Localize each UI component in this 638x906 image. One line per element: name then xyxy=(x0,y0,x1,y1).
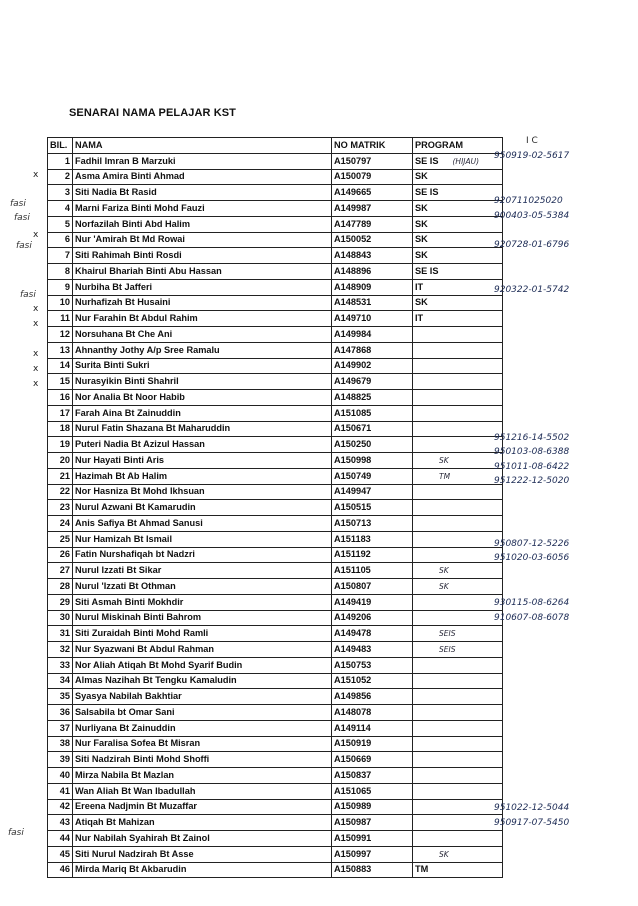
row-name: Norsuhana Bt Che Ani xyxy=(73,327,332,343)
row-program xyxy=(413,720,503,736)
row-program xyxy=(413,295,503,311)
row-program xyxy=(413,421,503,437)
row-matrik: A149679 xyxy=(332,374,413,390)
x-mark-15: x xyxy=(33,364,39,374)
table-row xyxy=(48,610,503,626)
row-matrik: A150997 xyxy=(332,846,413,862)
row-matrik: A149902 xyxy=(332,358,413,374)
ic-note-46: 950917-07-5450 xyxy=(494,818,570,828)
table-row xyxy=(48,720,503,736)
row-name: Wan Aliah Bt Wan Ibadullah xyxy=(73,783,332,799)
row-bil: 37 xyxy=(48,720,73,736)
row-name: Nor Analia Bt Noor Habib xyxy=(73,390,332,406)
row-program xyxy=(413,657,503,673)
header-matrik: NO MATRIK xyxy=(332,138,413,154)
row-matrik: A149856 xyxy=(332,689,413,705)
ic-note-23: 951222-12-5020 xyxy=(494,476,570,486)
row-matrik: A149710 xyxy=(332,311,413,327)
row-name: Siti Asmah Binti Mokhdir xyxy=(73,594,332,610)
x-mark-12: x xyxy=(33,319,39,329)
row-matrik: A150669 xyxy=(332,752,413,768)
fasi-mark-3: fasi xyxy=(16,241,32,251)
row-name: Fatin Nurshafiqah bt Nadzri xyxy=(73,547,332,563)
table-row xyxy=(48,862,503,878)
fasi-mark-1: fasi xyxy=(10,199,26,209)
row-matrik: A150987 xyxy=(332,815,413,831)
table-row xyxy=(48,169,503,185)
table-row xyxy=(48,390,503,406)
table-row xyxy=(48,768,503,784)
row-program xyxy=(413,783,503,799)
row-bil: 20 xyxy=(48,453,73,469)
table-row xyxy=(48,500,503,516)
row-bil: 14 xyxy=(48,358,73,374)
table-row xyxy=(48,657,503,673)
row-name: Nurul 'Izzati Bt Othman xyxy=(73,579,332,595)
row-name: Nur Hamizah Bt Ismail xyxy=(73,531,332,547)
row-program-text: SK xyxy=(415,218,428,229)
row-name: Siti Rahimah Binti Rosdi xyxy=(73,248,332,264)
row-matrik: A149114 xyxy=(332,720,413,736)
row-matrik: A150753 xyxy=(332,657,413,673)
row-bil: 12 xyxy=(48,327,73,343)
row-program xyxy=(413,815,503,831)
row-name: Nur Nabilah Syahirah Bt Zainol xyxy=(73,831,332,847)
row-name: Atiqah Bt Mahizan xyxy=(73,815,332,831)
row-program xyxy=(413,390,503,406)
row-name: Siti Nadia Bt Rasid xyxy=(73,185,332,201)
row-matrik: A149206 xyxy=(332,610,413,626)
table-row xyxy=(48,358,503,374)
ic-note-32: 910607-08-6078 xyxy=(494,613,570,623)
row-program xyxy=(413,516,503,532)
x-mark-6: x xyxy=(33,230,39,240)
table-row xyxy=(48,783,503,799)
x-mark-16: x xyxy=(33,379,39,389)
table-row xyxy=(48,468,503,484)
row-matrik: A150919 xyxy=(332,736,413,752)
table-row xyxy=(48,484,503,500)
row-name: Almas Nazihah Bt Tengku Kamaludin xyxy=(73,673,332,689)
row-name: Nur Farahin Bt Abdul Rahim xyxy=(73,311,332,327)
row-bil: 33 xyxy=(48,657,73,673)
table-row xyxy=(48,831,503,847)
row-program xyxy=(413,846,503,862)
row-matrik: A149947 xyxy=(332,484,413,500)
row-matrik: A150989 xyxy=(332,799,413,815)
row-program xyxy=(413,547,503,563)
row-program xyxy=(413,642,503,658)
row-matrik: A148825 xyxy=(332,390,413,406)
table-row xyxy=(48,185,503,201)
row-bil: 25 xyxy=(48,531,73,547)
row-matrik: A150671 xyxy=(332,421,413,437)
row-name: Nur Syazwani Bt Abdul Rahman xyxy=(73,642,332,658)
row-bil: 10 xyxy=(48,295,73,311)
table-row xyxy=(48,815,503,831)
ic-note-5: 900403-05-5384 xyxy=(494,211,570,221)
row-matrik: A150079 xyxy=(332,169,413,185)
row-program-text: SE IS xyxy=(415,155,439,166)
row-program-note: (HIJAU) xyxy=(452,156,480,166)
header-nama: NAMA xyxy=(73,138,332,154)
row-name: Puteri Nadia Bt Azizul Hassan xyxy=(73,437,332,453)
row-bil: 5 xyxy=(48,216,73,232)
row-name: Nur Hayati Binti Aris xyxy=(73,453,332,469)
table-row xyxy=(48,295,503,311)
row-name: Farah Aina Bt Zainuddin xyxy=(73,405,332,421)
table-row xyxy=(48,531,503,547)
table-row xyxy=(48,437,503,453)
table-row xyxy=(48,421,503,437)
row-name: Marni Fariza Binti Mohd Fauzi xyxy=(73,201,332,217)
table-row xyxy=(48,153,503,169)
row-matrik: A149478 xyxy=(332,626,413,642)
row-bil: 9 xyxy=(48,279,73,295)
row-program xyxy=(413,705,503,721)
row-bil: 1 xyxy=(48,153,73,169)
row-bil: 23 xyxy=(48,500,73,516)
row-program xyxy=(413,736,503,752)
row-program-text: TM xyxy=(415,864,429,875)
row-bil: 27 xyxy=(48,563,73,579)
row-bil: 31 xyxy=(48,626,73,642)
table-row xyxy=(48,374,503,390)
row-program-note: TM xyxy=(439,471,451,481)
table-row xyxy=(48,516,503,532)
row-program-note: SK xyxy=(439,581,449,591)
row-matrik: A149419 xyxy=(332,594,413,610)
row-program xyxy=(413,673,503,689)
row-bil: 15 xyxy=(48,374,73,390)
row-bil: 35 xyxy=(48,689,73,705)
row-program-text: IT xyxy=(415,313,424,324)
row-name: Syasya Nabilah Bakhtiar xyxy=(73,689,332,705)
row-bil: 30 xyxy=(48,610,73,626)
row-name: Surita Binti Sukri xyxy=(73,358,332,374)
row-program xyxy=(413,752,503,768)
row-name: Nor Aliah Atiqah Bt Mohd Syarif Budin xyxy=(73,657,332,673)
row-bil: 36 xyxy=(48,705,73,721)
row-matrik: A150807 xyxy=(332,579,413,595)
table-row xyxy=(48,563,503,579)
table-row xyxy=(48,248,503,264)
row-program-note: SK xyxy=(439,566,449,576)
table-row xyxy=(48,311,503,327)
ic-note-27: 950807-12-5226 xyxy=(494,539,570,549)
table-row xyxy=(48,846,503,862)
table-row xyxy=(48,752,503,768)
ic-note-45: 951022-12-5044 xyxy=(494,803,570,813)
row-program xyxy=(413,453,503,469)
row-matrik: A150749 xyxy=(332,468,413,484)
row-bil: 44 xyxy=(48,831,73,847)
row-bil: 16 xyxy=(48,390,73,406)
row-program xyxy=(413,468,503,484)
row-matrik: A150991 xyxy=(332,831,413,847)
row-bil: 45 xyxy=(48,846,73,862)
row-matrik: A150515 xyxy=(332,500,413,516)
row-bil: 18 xyxy=(48,421,73,437)
row-name: Siti Zuraidah Binti Mohd Ramli xyxy=(73,626,332,642)
ic-note-28: 951020-03-6056 xyxy=(494,553,570,563)
row-name: Siti Nurul Nadzirah Bt Asse xyxy=(73,846,332,862)
row-bil: 21 xyxy=(48,468,73,484)
table-row xyxy=(48,201,503,217)
row-matrik: A151105 xyxy=(332,563,413,579)
ic-note-4: 920711025020 xyxy=(494,196,563,206)
row-matrik: A151065 xyxy=(332,783,413,799)
row-program xyxy=(413,531,503,547)
table-row xyxy=(48,453,503,469)
row-name: Khairul Bhariah Binti Abu Hassan xyxy=(73,264,332,280)
row-bil: 41 xyxy=(48,783,73,799)
row-program-text: SK xyxy=(415,171,428,182)
row-program-note: SEIS xyxy=(439,644,456,654)
row-program xyxy=(413,279,503,295)
row-name: Nurul Izzati Bt Sikar xyxy=(73,563,332,579)
row-program-text: SK xyxy=(415,234,428,245)
row-name: Mirza Nabila Bt Mazlan xyxy=(73,768,332,784)
table-row xyxy=(48,216,503,232)
row-matrik: A151192 xyxy=(332,547,413,563)
row-program xyxy=(413,831,503,847)
row-bil: 46 xyxy=(48,862,73,878)
table-row xyxy=(48,705,503,721)
row-bil: 4 xyxy=(48,201,73,217)
row-bil: 40 xyxy=(48,768,73,784)
row-program-text: SE IS xyxy=(415,265,439,276)
row-matrik: A151052 xyxy=(332,673,413,689)
row-name: Salsabila bt Omar Sani xyxy=(73,705,332,721)
row-program-note: SK xyxy=(439,455,449,465)
row-program xyxy=(413,405,503,421)
row-bil: 38 xyxy=(48,736,73,752)
table-row xyxy=(48,736,503,752)
row-matrik: A150052 xyxy=(332,232,413,248)
table-row xyxy=(48,232,503,248)
fasi-mark-5: fasi xyxy=(8,828,24,838)
row-matrik: A148909 xyxy=(332,279,413,295)
row-program xyxy=(413,327,503,343)
student-table xyxy=(47,137,503,878)
ic-note-7: 920728-01-6796 xyxy=(494,240,570,250)
ic-note-21: 950103-08-6388 xyxy=(494,447,570,457)
row-program xyxy=(413,374,503,390)
row-name: Nor Hasniza Bt Mohd Ikhsuan xyxy=(73,484,332,500)
x-mark-2: x xyxy=(33,170,39,180)
row-program xyxy=(413,563,503,579)
row-program xyxy=(413,216,503,232)
row-bil: 26 xyxy=(48,547,73,563)
row-name: Nurul Fatin Shazana Bt Maharuddin xyxy=(73,421,332,437)
row-program xyxy=(413,610,503,626)
row-name: Norfazilah Binti Abd Halim xyxy=(73,216,332,232)
table-row xyxy=(48,405,503,421)
table-row xyxy=(48,279,503,295)
row-program-note: SK xyxy=(439,849,449,859)
row-matrik: A150998 xyxy=(332,453,413,469)
row-bil: 22 xyxy=(48,484,73,500)
row-matrik: A151183 xyxy=(332,531,413,547)
row-bil: 7 xyxy=(48,248,73,264)
row-program xyxy=(413,500,503,516)
row-bil: 34 xyxy=(48,673,73,689)
row-matrik: A148843 xyxy=(332,248,413,264)
ic-note-31: 930115-08-6264 xyxy=(494,598,570,608)
table-row xyxy=(48,689,503,705)
row-bil: 29 xyxy=(48,594,73,610)
row-name: Nurliyana Bt Zainuddin xyxy=(73,720,332,736)
row-program xyxy=(413,768,503,784)
row-matrik: A147789 xyxy=(332,216,413,232)
row-bil: 13 xyxy=(48,342,73,358)
row-matrik: A150883 xyxy=(332,862,413,878)
row-matrik: A149665 xyxy=(332,185,413,201)
row-bil: 17 xyxy=(48,405,73,421)
row-name: Nur Faralisa Sofea Bt Misran xyxy=(73,736,332,752)
row-program xyxy=(413,862,503,878)
row-bil: 39 xyxy=(48,752,73,768)
row-bil: 43 xyxy=(48,815,73,831)
fasi-mark-2: fasi xyxy=(14,213,30,223)
row-matrik: A150797 xyxy=(332,153,413,169)
fasi-mark-4: fasi xyxy=(20,290,36,300)
row-program xyxy=(413,185,503,201)
row-matrik: A150837 xyxy=(332,768,413,784)
row-bil: 19 xyxy=(48,437,73,453)
ic-note-22: 951011-08-6422 xyxy=(494,462,570,472)
row-name: Asma Amira Binti Ahmad xyxy=(73,169,332,185)
row-program xyxy=(413,484,503,500)
row-program-note: SEIS xyxy=(439,629,456,639)
row-bil: 42 xyxy=(48,799,73,815)
row-program xyxy=(413,342,503,358)
row-program-text: IT xyxy=(415,281,424,292)
row-program xyxy=(413,594,503,610)
row-name: Nurul Miskinah Binti Bahrom xyxy=(73,610,332,626)
ic-note-10: 920322-01-5742 xyxy=(494,285,570,295)
ic-label: I C xyxy=(526,136,538,146)
table-row xyxy=(48,799,503,815)
header-bil: BIL. xyxy=(48,138,73,154)
table-row xyxy=(48,594,503,610)
row-program xyxy=(413,169,503,185)
row-bil: 32 xyxy=(48,642,73,658)
row-program xyxy=(413,248,503,264)
row-matrik: A148078 xyxy=(332,705,413,721)
row-program xyxy=(413,799,503,815)
row-program-text: SK xyxy=(415,297,428,308)
row-name: Mirda Mariq Bt Akbarudin xyxy=(73,862,332,878)
page-title: SENARAI NAMA PELAJAR KST xyxy=(69,107,237,119)
row-matrik: A147868 xyxy=(332,342,413,358)
row-program-text: SK xyxy=(415,250,428,261)
row-matrik: A149483 xyxy=(332,642,413,658)
row-program-text: SE IS xyxy=(415,187,439,198)
table-row xyxy=(48,547,503,563)
row-bil: 8 xyxy=(48,264,73,280)
row-bil: 3 xyxy=(48,185,73,201)
row-program xyxy=(413,153,503,169)
row-program xyxy=(413,232,503,248)
row-name: Hazimah Bt Ab Halim xyxy=(73,468,332,484)
table-row xyxy=(48,626,503,642)
row-matrik: A151085 xyxy=(332,405,413,421)
table-row xyxy=(48,327,503,343)
table-row xyxy=(48,264,503,280)
row-name: Fadhil Imran B Marzuki xyxy=(73,153,332,169)
row-matrik: A150250 xyxy=(332,437,413,453)
row-bil: 6 xyxy=(48,232,73,248)
row-bil: 2 xyxy=(48,169,73,185)
table-row xyxy=(48,579,503,595)
row-name: Anis Safiya Bt Ahmad Sanusi xyxy=(73,516,332,532)
x-mark-14: x xyxy=(33,349,39,359)
row-program xyxy=(413,437,503,453)
row-matrik: A149987 xyxy=(332,201,413,217)
row-program xyxy=(413,626,503,642)
table-row xyxy=(48,673,503,689)
ic-note-20: 951216-14-5502 xyxy=(494,433,570,443)
row-program xyxy=(413,579,503,595)
row-matrik: A150713 xyxy=(332,516,413,532)
row-bil: 24 xyxy=(48,516,73,532)
table-header-row xyxy=(48,138,503,154)
row-matrik: A148896 xyxy=(332,264,413,280)
row-program-text: SK xyxy=(415,202,428,213)
row-name: Nurhafizah Bt Husaini xyxy=(73,295,332,311)
row-program xyxy=(413,358,503,374)
row-matrik: A148531 xyxy=(332,295,413,311)
row-name: Ahnanthy Jothy A/p Sree Ramalu xyxy=(73,342,332,358)
row-program xyxy=(413,201,503,217)
table-row xyxy=(48,342,503,358)
x-mark-11: x xyxy=(33,304,39,314)
row-bil: 11 xyxy=(48,311,73,327)
row-program xyxy=(413,311,503,327)
row-program xyxy=(413,264,503,280)
row-bil: 28 xyxy=(48,579,73,595)
header-program: PROGRAM xyxy=(413,138,503,154)
row-name: Nurasyikin Binti Shahril xyxy=(73,374,332,390)
row-matrik: A149984 xyxy=(332,327,413,343)
row-name: Nurul Azwani Bt Kamarudin xyxy=(73,500,332,516)
row-name: Siti Nadzirah Binti Mohd Shoffi xyxy=(73,752,332,768)
ic-note-1: 950919-02-5617 xyxy=(494,151,570,161)
row-name: Nur 'Amirah Bt Md Rowai xyxy=(73,232,332,248)
row-program xyxy=(413,689,503,705)
table-row xyxy=(48,642,503,658)
row-name: Nurbiha Bt Jafferi xyxy=(73,279,332,295)
row-name: Ereena Nadjmin Bt Muzaffar xyxy=(73,799,332,815)
